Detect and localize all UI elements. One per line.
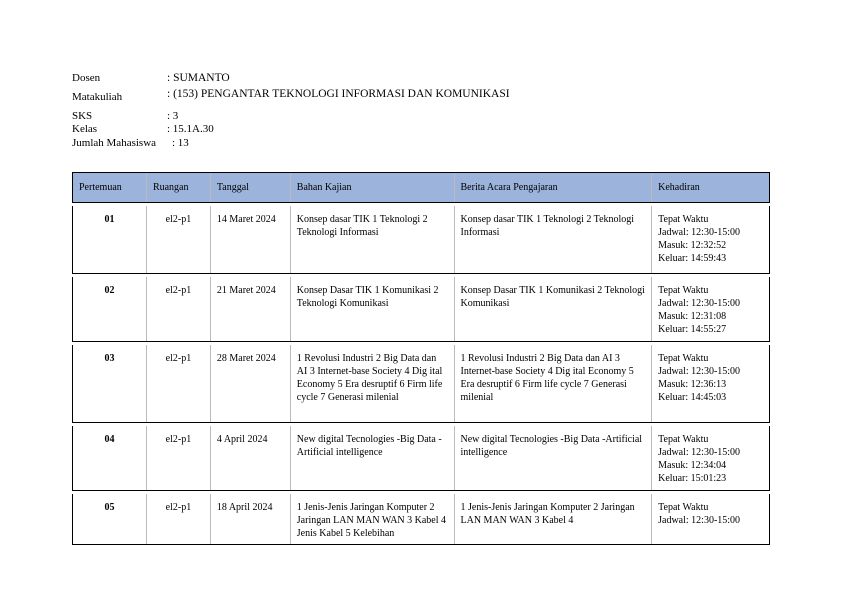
kehadiran-jadwal: Jadwal: 12:30-15:00 (658, 366, 741, 377)
kehadiran-jadwal: Jadwal: 12:30-15:00 (658, 515, 741, 526)
kehadiran-jadwal: Jadwal: 12:30-15:00 (658, 227, 741, 238)
table-header-row (73, 173, 770, 203)
pertemuan-cell: 04 (73, 426, 147, 491)
kelas-value: : 15.1A.30 (167, 123, 214, 135)
kehadiran-masuk: Masuk: 12:31:08 (658, 310, 727, 322)
kehadiran-keluar: Keluar: 14:55:27 (658, 323, 727, 335)
kehadiran-cell (652, 494, 770, 545)
tanggal-cell: 4 April 2024 (210, 426, 290, 491)
bahan-cell: 1 Jenis-Jenis Jaringan Komputer 2 Jaringan LAN MAN WAN 3 Kabel 4 Jenis Kabel 5 Kelebihan (290, 494, 454, 545)
ruangan-cell: el2-p1 (146, 277, 210, 342)
kehadiran-cell (652, 277, 770, 342)
kehadiran-keluar: Keluar: 15:01:23 (658, 472, 727, 484)
kehadiran-keluar: Keluar: 14:45:03 (658, 392, 727, 403)
bahan-cell: Konsep dasar TIK 1 Teknologi 2 Teknologi Informasi (290, 206, 454, 273)
kehadiran-cell (652, 206, 770, 273)
tanggal-cell: 21 Maret 2024 (210, 277, 290, 342)
pertemuan-cell: 03 (73, 345, 147, 422)
kehadiran-jadwal: Jadwal: 12:30-15:00 (658, 446, 741, 458)
kehadiran-status: Tepat Waktu (658, 214, 709, 225)
header-pertemuan: Pertemuan (73, 173, 147, 203)
kehadiran-status: Tepat Waktu (658, 353, 709, 364)
kehadiran-status: Tepat Waktu (658, 502, 709, 513)
bahan-cell: Konsep Dasar TIK 1 Komunikasi 2 Teknologi Komunikasi (290, 277, 454, 342)
tanggal-cell: 14 Maret 2024 (210, 206, 290, 273)
kelas-label: Kelas (72, 123, 98, 135)
matakuliah-value: : (153) PENGANTAR TEKNOLOGI INFORMASI DAN KOMUNIKASI (167, 88, 510, 100)
table-row (73, 345, 770, 422)
pertemuan-cell: 02 (73, 277, 147, 342)
bahan-cell: New digital Tecnologies -Big Data -Artificial intelligence (290, 426, 454, 491)
kehadiran-masuk: Masuk: 12:36:13 (658, 379, 727, 390)
bahan-cell: 1 Revolusi Industri 2 Big Data dan AI 3 Internet-base Society 4 Dig ital Economy 5 Era desruptif 6 Firm life cycle 7 Generasi milenial (290, 345, 454, 422)
header-bahan-kajian: Bahan Kajian (290, 173, 454, 203)
jumlah-label: Jumlah Mahasiswa (72, 137, 157, 149)
kehadiran-masuk: Masuk: 12:34:04 (658, 459, 727, 471)
matakuliah-label: Matakuliah (72, 91, 123, 103)
header-berita-acara: Berita Acara Pengajaran (454, 173, 652, 203)
header-tanggal: Tanggal (210, 173, 290, 203)
table-row (73, 494, 770, 545)
berita-cell: 1 Revolusi Industri 2 Big Data dan AI 3 Internet-base Society 4 Dig ital Economy 5 Era desruptif 6 Firm life cycle 7 Generasi milenial (454, 345, 652, 422)
table-row (73, 426, 770, 491)
dosen-value: : SUMANTO (167, 72, 230, 84)
pertemuan-cell: 05 (73, 494, 147, 545)
attendance-table (72, 172, 770, 545)
ruangan-cell: el2-p1 (146, 206, 210, 273)
tanggal-cell: 28 Maret 2024 (210, 345, 290, 422)
sks-value: : 3 (167, 110, 179, 122)
kehadiran-cell (652, 426, 770, 491)
table-row (73, 206, 770, 273)
berita-cell: Konsep dasar TIK 1 Teknologi 2 Teknologi Informasi (454, 206, 652, 273)
pertemuan-cell: 01 (73, 206, 147, 273)
header-ruangan: Ruangan (146, 173, 210, 203)
kehadiran-masuk: Masuk: 12:32:52 (658, 240, 727, 251)
tanggal-cell: 18 April 2024 (210, 494, 290, 545)
kehadiran-cell (652, 345, 770, 422)
kehadiran-status: Tepat Waktu (658, 284, 709, 296)
header-kehadiran: Kehadiran (652, 173, 770, 203)
jumlah-value: : 13 (172, 137, 189, 149)
ruangan-cell: el2-p1 (146, 426, 210, 491)
kehadiran-status: Tepat Waktu (658, 433, 709, 445)
berita-cell: New digital Tecnologies -Big Data -Artificial intelligence (454, 426, 652, 491)
ruangan-cell: el2-p1 (146, 494, 210, 545)
dosen-label: Dosen (72, 72, 101, 84)
kehadiran-jadwal: Jadwal: 12:30-15:00 (658, 297, 741, 309)
berita-cell: Konsep Dasar TIK 1 Komunikasi 2 Teknologi Komunikasi (454, 277, 652, 342)
kehadiran-keluar: Keluar: 14:59:43 (658, 253, 727, 264)
sks-label: SKS (72, 110, 93, 122)
table-row (73, 277, 770, 342)
ruangan-cell: el2-p1 (146, 345, 210, 422)
berita-cell: 1 Jenis-Jenis Jaringan Komputer 2 Jaringan LAN MAN WAN 3 Kabel 4 (454, 494, 652, 545)
